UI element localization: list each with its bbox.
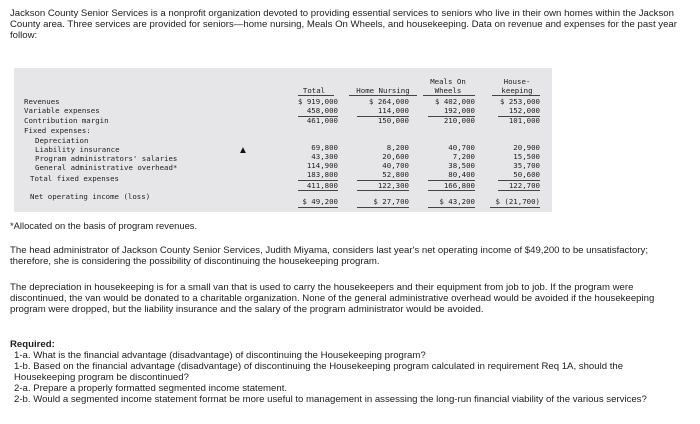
row-label-depreciation: Depreciation [35, 136, 89, 145]
col-header-house-line1: House- [503, 77, 531, 86]
row-label-variable: Variable expenses [24, 106, 100, 115]
requirement-1b: 1-b. Based on the financial advantage (disadvantage) of discontinuing the Housekeeping program calculated in requirement Req 1A, should the Housekeeping program be discontinued? [14, 361, 624, 383]
cell-variable-total: 458,000 [306, 106, 338, 115]
cell-salaries-total: 114,900 [306, 161, 338, 170]
cell-depreciation-home: 8,200 [386, 143, 409, 152]
cell-contribution-total: 461,000 [306, 116, 338, 125]
col-header-home-nursing: Home Nursing [356, 86, 410, 95]
row-label-salaries: Program administrators' salaries [35, 154, 178, 163]
cell-revenues-house: $ 253,000 [499, 97, 540, 106]
cell-overhead-home: 52,800 [382, 170, 409, 179]
cell-revenues-total: $ 919,000 [297, 97, 338, 106]
col-header-meals-line1: Meals On [430, 77, 466, 86]
requirement-2a: 2-a. Prepare a properly formatted segmented income statement. [14, 383, 288, 394]
cell-depreciation-meals: 40,700 [448, 143, 475, 152]
cell-liability-house: 15,500 [513, 152, 540, 161]
paragraph-administrator: The head administrator of Jackson County Senior Services, Judith Miyama, considers last year's net operating income of $49,200 to be unsatisfactory; therefore, she is considering the possibility of discontinuing the housekeeping program. [10, 245, 649, 267]
col-header-meals-line2: Wheels [434, 86, 462, 95]
requirement-1a: 1-a. What is the financial advantage (disadvantage) of discontinuing the Housekeeping program? [14, 350, 426, 361]
requirement-2b: 2-b. Would a segmented income statement format be more useful to management in assessing the long-run financial viability of the various services? [14, 394, 647, 405]
cell-total-fixed-total: 411,800 [306, 181, 338, 190]
cell-revenues-home: $ 264,000 [368, 97, 409, 106]
mouse-cursor-icon: ▲ [238, 145, 248, 156]
cell-net-house: $ (21,700) [495, 197, 540, 206]
row-label-overhead: General administrative overhead* [35, 163, 178, 172]
cell-depreciation-total: 69,800 [311, 143, 338, 152]
cell-total-fixed-meals: 166,800 [443, 181, 475, 190]
intro-paragraph: Jackson County Senior Services is a nonprofit organization devoted to providing essential services to seniors who live in their own homes within the Jackson County area. Three services are provided for seniors—home nursing, Meals On Wheels, and housekeeping. Data on revenue and expenses for the past year follow: [10, 8, 677, 41]
cell-salaries-home: 40,700 [382, 161, 409, 170]
cell-net-home: $ 27,700 [373, 197, 409, 206]
cell-contribution-meals: 210,000 [443, 116, 475, 125]
cell-depreciation-house: 20,900 [513, 143, 540, 152]
cell-overhead-meals: 80,400 [448, 170, 475, 179]
row-label-net: Net operating income (loss) [30, 192, 151, 201]
col-header-house-line2: keeping [501, 86, 533, 95]
cell-net-meals: $ 43,200 [439, 197, 475, 206]
required-section [10, 339, 680, 405]
cell-revenues-meals: $ 402,000 [434, 97, 475, 106]
cell-variable-meals: 192,000 [443, 106, 475, 115]
cell-variable-home: 114,000 [377, 106, 409, 115]
cell-net-total: $ 49,200 [302, 197, 338, 206]
row-label-contribution: Contribution margin [24, 116, 109, 125]
cell-contribution-home: 150,000 [377, 116, 409, 125]
cell-total-fixed-house: 122,700 [508, 181, 540, 190]
paragraph-depreciation: The depreciation in housekeeping is for a small van that is used to carry the housekeepers and their equipment from job to job. If the program were discontinued, the van would be donated to a charitable organization. None of the general administrative overhead would be avoided if the housekeeping program were dropped, but the liability insurance and the salary of the program administrator would be avoided. [10, 282, 655, 315]
cell-liability-meals: 7,200 [452, 152, 475, 161]
cell-salaries-meals: 38,500 [448, 161, 475, 170]
cell-contribution-house: 101,000 [508, 116, 540, 125]
row-label-liability: Liability insurance [35, 145, 120, 154]
cell-total-fixed-home: 122,300 [377, 181, 409, 190]
col-header-total: Total [302, 86, 326, 95]
cell-salaries-house: 35,700 [513, 161, 540, 170]
footnote: *Allocated on the basis of program revenues. [10, 220, 198, 231]
required-heading: Required: [10, 339, 55, 350]
cell-liability-total: 43,300 [311, 152, 338, 161]
cell-overhead-total: 183,800 [306, 170, 338, 179]
row-label-revenues: Revenues [24, 97, 60, 106]
row-label-fixed: Fixed expenses: [24, 126, 91, 135]
row-label-total-fixed: Total fixed expenses [30, 174, 119, 183]
cell-overhead-house: 50,600 [513, 170, 540, 179]
cell-variable-house: 152,000 [508, 106, 540, 115]
cell-liability-home: 20,600 [382, 152, 409, 161]
